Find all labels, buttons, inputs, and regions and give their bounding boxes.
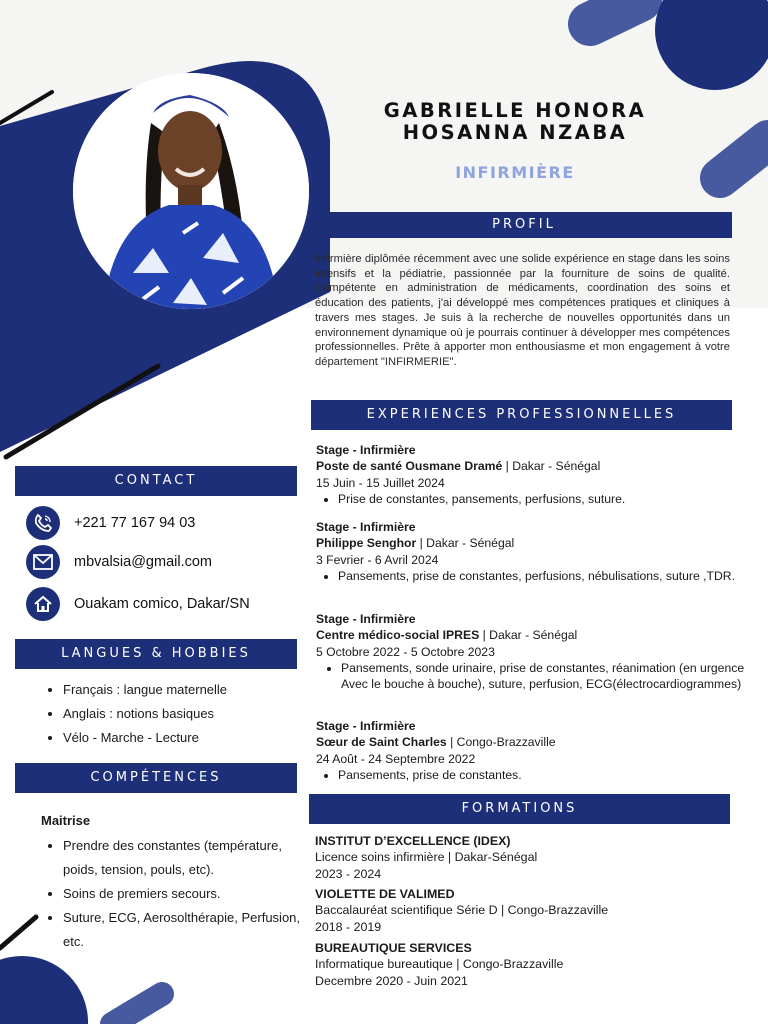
contact-address [26, 587, 250, 621]
job-title: INFIRMIÈRE [455, 163, 575, 182]
language-item: • Anglais : notions basiques [63, 702, 227, 726]
skills-heading: COMPÉTENCES [15, 763, 297, 793]
experience-item [316, 519, 746, 584]
formation-school: INSTITUT D’EXCELLENCE (IDEX) [315, 834, 511, 848]
experience-place: Centre médico-social IPRES | Dakar - Sénégal [316, 628, 578, 643]
formation-degree: Licence soins infirmière | Dakar-Sénégal [315, 850, 538, 865]
home-icon [26, 587, 60, 621]
profile-heading: PROFIL [316, 212, 732, 238]
languages-list [46, 678, 227, 750]
slate-pill-right [720, 140, 768, 178]
formation-degree: Informatique bureautique | Congo-Brazzaville [315, 957, 564, 972]
name-line-1: GABRIELLE HONORA [383, 99, 647, 122]
experience-item [316, 718, 746, 783]
experience-dates: 15 Juin - 15 Juillet 2024 [316, 475, 445, 490]
experience-role: Stage - Infirmière [316, 612, 416, 626]
experience-place: Poste de santé Ousmane Dramé | Dakar - Sénégal [316, 459, 601, 474]
candidate-name [330, 100, 700, 144]
formation-item [315, 940, 735, 989]
hobby-item: • Vélo - Marche - Lecture [63, 726, 227, 750]
formation-item [315, 886, 735, 935]
navy-circle-bottom-left [0, 956, 88, 1024]
skills-list [46, 834, 306, 954]
phone-icon [26, 506, 60, 540]
language-item: • Français : langue maternelle [63, 678, 227, 702]
contact-heading: CONTACT [15, 466, 297, 496]
formation-item [315, 833, 735, 882]
experience-dates: 24 Août - 24 Septembre 2022 [316, 751, 476, 766]
formation-dates: 2018 - 2019 [315, 919, 382, 934]
skill-item: • Soins de premiers secours. [63, 882, 306, 906]
experience-task: • Pansements, prise de constantes. [338, 767, 746, 783]
formation-degree: Baccalauréat scientifique Série D | Congo-Brazzaville [315, 903, 609, 918]
experience-item [316, 611, 746, 692]
experience-role: Stage - Infirmière [316, 520, 416, 534]
email-address[interactable]: mbvalsia@gmail.com [74, 554, 213, 570]
experience-task: • Pansements, prise de constantes, perfusions, nébulisations, suture ,TDR. [338, 568, 738, 584]
formation-school: BUREAUTIQUE SERVICES [315, 941, 472, 955]
contact-email [26, 545, 212, 579]
experience-heading: EXPERIENCES PROFESSIONNELLES [311, 400, 732, 430]
profile-summary: Infirmière diplômée récemment avec une solide expérience en stage dans les soins intensifs et la pédiatrie, passionnée par la fourniture de soins de qualité. Compétente en administration de médicaments, coordination des soins et éducation des patients, j'ai développé mes compétences pratiques et cliniques à travers mes stages. Je suis à la recherche de nouvelles opportunités dans un environnement dynamique où je pourrais continuer à développer mes compétences professionnelles. Prête à apporter mon enthousiasme et mon engagement à votre département "INFIRMERIE". [315, 253, 730, 368]
black-stroke-bottom [0, 917, 36, 948]
experience-place: Sœur de Saint Charles | Congo-Brazzaville [316, 735, 556, 750]
experience-place: Philippe Senghor | Dakar - Sénégal [316, 536, 515, 551]
experience-dates: 3 Fevrier - 6 Avril 2024 [316, 552, 439, 567]
experience-role: Stage - Infirmière [316, 719, 416, 733]
name-line-2: HOSANNA NZABA [402, 121, 628, 144]
formation-school: VIOLETTE DE VALIMED [315, 887, 455, 901]
slate-pill-bottom [112, 994, 162, 1024]
navy-circle-top-right [655, 0, 768, 90]
skill-item: • Suture, ECG, Aerosolthérapie, Perfusion, etc. [63, 906, 306, 954]
experience-task: • Prise de constantes, pansements, perfusions, suture. [338, 491, 746, 507]
experience-task: • Pansements, sonde urinaire, prise de constantes, réanimation (en urgence Avec le bouche à bouche), suture, perfusion, ECG(électrocardiogrammes) [341, 660, 767, 693]
contact-phone [26, 506, 195, 540]
formation-dates: 2023 - 2024 [315, 866, 382, 881]
skill-item: • Prendre des constantes (température, poids, tension, pouls, etc). [63, 834, 306, 882]
skills-subheading: Maitrise [41, 813, 91, 828]
experience-item [316, 442, 746, 507]
profile-photo [73, 73, 309, 309]
formation-dates: Decembre 2020 - Juin 2021 [315, 973, 468, 988]
experience-dates: 5 Octobre 2022 - 5 Octobre 2023 [316, 644, 495, 659]
formations-heading: FORMATIONS [309, 794, 730, 824]
envelope-icon [26, 545, 60, 579]
experience-role: Stage - Infirmière [316, 443, 416, 457]
languages-heading: LANGUES & HOBBIES [15, 639, 297, 669]
postal-address: Ouakam comico, Dakar/SN [74, 596, 250, 612]
slate-pill-top [590, 0, 640, 24]
phone-number[interactable]: +221 77 167 94 03 [74, 515, 196, 531]
